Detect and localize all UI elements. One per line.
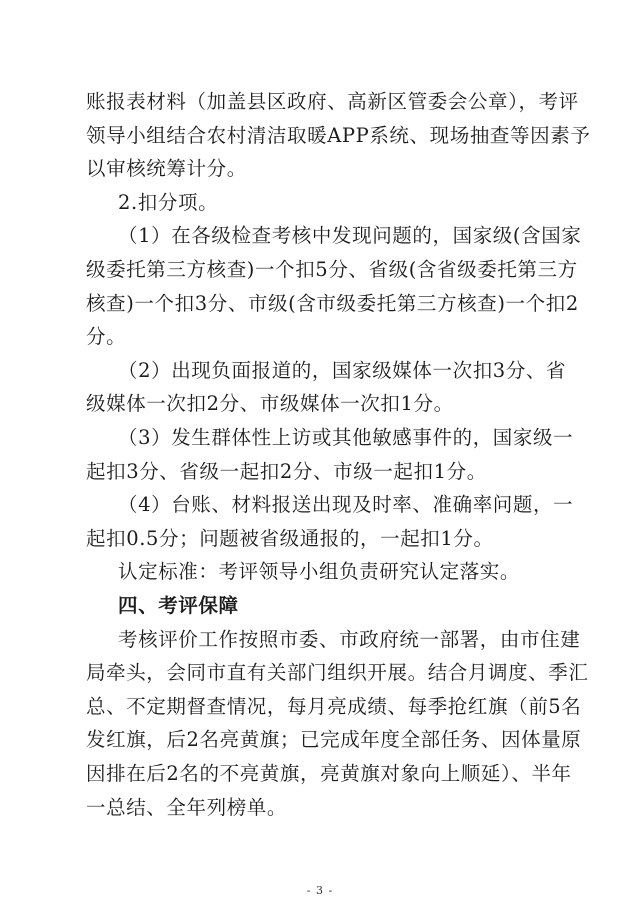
section-subheading: 2.扣分项。 bbox=[118, 190, 219, 214]
text-line: 级媒体一次扣2分、市级媒体一次扣1分。 bbox=[86, 392, 454, 416]
text-line: （4）台账、材料报送出现及时率、准确率问题，一 bbox=[118, 493, 574, 517]
text-line: 以审核统筹计分。 bbox=[86, 157, 247, 181]
text-line: 起扣0.5分；问题被省级通报的，一起扣1分。 bbox=[86, 526, 494, 550]
text-line: （2）出现负面报道的，国家级媒体一次扣3分、省 bbox=[118, 358, 567, 382]
text-line: 总、不定期督查情况，每月亮成绩、每季抢红旗（前5名 bbox=[86, 694, 582, 718]
text-line: 一总结、全年列榜单。 bbox=[86, 795, 288, 819]
text-line: 账报表材料（加盖县区政府、高新区管委会公章），考评 bbox=[86, 90, 579, 113]
page-number: - 3 - bbox=[306, 884, 334, 897]
text-line: 认定标准：考评领导小组负责研究认定落实。 bbox=[118, 560, 521, 584]
text-line: （1）在各级检查考核中发现问题的，国家级(含国家 bbox=[118, 224, 582, 248]
text-line: 考核评价工作按照市委、市政府统一部署，由市住建 bbox=[118, 627, 581, 651]
text-line: 起扣3分、省级一起扣2分、市级一起扣1分。 bbox=[86, 459, 487, 483]
text-line: 因排在后2名的不亮黄旗，亮黄旗对象向上顺延）、半年 bbox=[86, 762, 572, 785]
text-line: 领导小组结合农村清洁取暖APP系统、现场抽查等因素予 bbox=[86, 123, 591, 147]
text-line: 级委托第三方核查)一个扣5分、省级(含省级委托第三方 bbox=[86, 258, 578, 281]
text-line: 局牵头，会同市直有关部门组织开展。结合月调度、季汇 bbox=[86, 661, 589, 685]
text-line: 分。 bbox=[86, 325, 127, 349]
text-line: （3）发生群体性上访或其他敏感事件的，国家级一 bbox=[118, 426, 574, 449]
text-line: 发红旗，后2名亮黄旗；已完成年度全部任务、因体量原 bbox=[86, 728, 582, 752]
section-heading: 四、考评保障 bbox=[118, 594, 239, 617]
text-line: 核查)一个扣3分、市级(含市级委托第三方核查)一个扣2 bbox=[86, 291, 579, 315]
